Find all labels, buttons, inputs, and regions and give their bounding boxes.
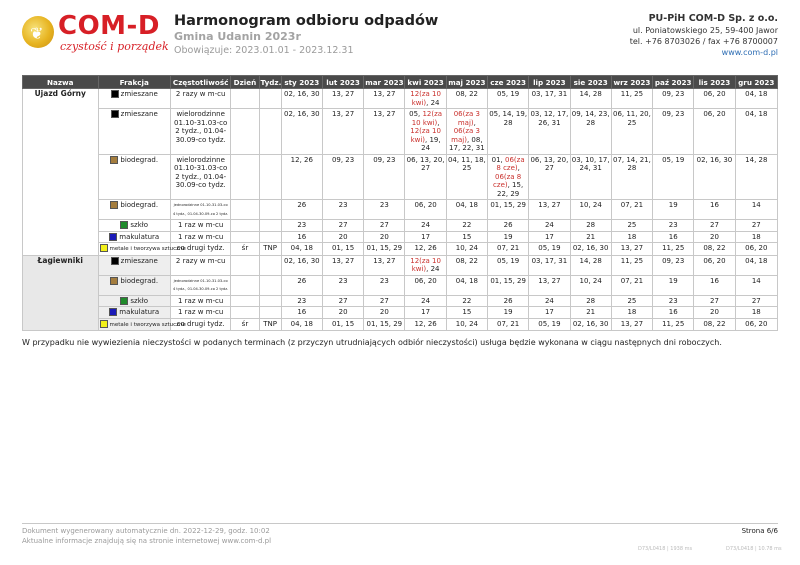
pickup-dates: 16: [653, 307, 694, 319]
pickup-dates: 04, 18: [446, 275, 487, 295]
collection-frequency: 1 raz w m-cu: [170, 307, 230, 319]
waste-fraction: [98, 307, 170, 319]
pickup-dates: 20: [694, 307, 735, 319]
pickup-dates: 17: [405, 231, 446, 243]
fraction-label: metale i tworzywa sztuczne: [109, 246, 186, 252]
locality-name: Łagiewniki: [23, 255, 99, 331]
waste-fraction: [98, 255, 170, 275]
collection-frequency: 2 razy w m-cu: [170, 255, 230, 275]
pickup-dates: 13, 27: [611, 243, 652, 256]
pickup-dates: 01, 06(za 8 cze), 06(za 8 cze), 15, 22, 29: [488, 154, 529, 200]
pickup-dates: 27: [364, 295, 405, 307]
pickup-dates: 03, 17, 31: [529, 89, 570, 109]
column-header: sie 2023: [570, 76, 611, 89]
page-subtitle: Gmina Udanin 2023r: [174, 30, 301, 43]
pickup-dates: 23: [322, 200, 363, 220]
generated-info: Dokument wygenerowany automatycznie dn. 2022-12-29, godz. 10:02: [22, 527, 270, 535]
pickup-dates: 17: [529, 231, 570, 243]
pickup-dates: 08, 22: [694, 318, 735, 331]
column-header: Częstotliwość: [170, 76, 230, 89]
pickup-dates: 18: [735, 231, 777, 243]
pickup-dates: 13, 27: [611, 318, 652, 331]
pickup-dates: 01, 15, 29: [488, 200, 529, 220]
collection-day: śr: [231, 318, 259, 331]
pickup-dates: 23: [322, 275, 363, 295]
pickup-dates: 09, 23: [653, 109, 694, 155]
pickup-dates: 06, 20: [694, 255, 735, 275]
fraction-label: szkło: [130, 221, 149, 229]
collection-week: [259, 109, 281, 155]
pickup-dates: 13, 27: [529, 275, 570, 295]
company-website-link[interactable]: www.com-d.pl: [721, 48, 778, 57]
column-header: Tydz.: [260, 77, 282, 87]
collection-week: [259, 89, 281, 109]
pickup-dates: 19: [488, 307, 529, 319]
collection-frequency: wielorodzinne 01.10-31.03-co 2 tydz., 01.04-30.09-co tydz.: [170, 109, 230, 155]
collection-frequency: 1 raz w m-cu: [170, 295, 230, 307]
pickup-dates: 08, 22: [694, 243, 735, 256]
fraction-color-swatch: [110, 201, 118, 209]
fraction-label: metale i tworzywa sztuczne: [109, 321, 186, 328]
pickup-dates: 12(za 10 kwi), 24: [405, 255, 446, 275]
waste-fraction: [98, 220, 170, 232]
pickup-dates: 04, 18: [446, 200, 487, 220]
pickup-dates: 24: [529, 220, 570, 232]
pickup-dates: 18: [611, 307, 652, 319]
pickup-dates: 16: [653, 231, 694, 243]
pickup-dates: 06(za 3 maj), 06(za 3 maj), 08, 17, 22, 31: [446, 109, 487, 155]
pickup-dates: 08, 22: [446, 255, 487, 275]
table-row: [23, 255, 778, 275]
collection-frequency: co drugi tydz.: [170, 318, 230, 331]
column-header: lut 2023: [322, 76, 363, 89]
fraction-label: zmieszane: [120, 256, 158, 265]
collection-day: [231, 154, 259, 200]
website-info: Aktualne informacje znajdują się na stronie internetowej www.com-d.pl: [22, 536, 272, 545]
pickup-dates: 19: [488, 231, 529, 243]
pickup-dates: 20: [364, 307, 405, 319]
pickup-dates: 25: [611, 220, 652, 232]
pickup-dates: 07, 21: [488, 243, 529, 256]
table-row: [23, 200, 778, 220]
waste-fraction: [98, 243, 186, 256]
table-row: [23, 318, 778, 331]
pickup-dates: 05, 19: [529, 243, 570, 256]
pickup-dates: 07, 14, 21, 28: [611, 154, 652, 200]
collection-week: [259, 307, 281, 319]
fraction-label: zmieszane: [120, 90, 158, 98]
pickup-dates: 16: [694, 275, 735, 295]
render-stamp: D73/L0418 | 1938 ms: [638, 546, 693, 552]
pickup-dates: 11, 25: [653, 318, 694, 331]
pickup-dates: 22: [446, 295, 487, 307]
pickup-dates: 13, 27: [364, 255, 405, 275]
pickup-dates: 04, 18: [735, 255, 777, 275]
pickup-dates: 09, 23: [364, 154, 405, 200]
company-logo: [22, 12, 172, 60]
collection-week: [259, 231, 281, 243]
pickup-dates: 05, 19: [529, 318, 570, 331]
waste-fraction: [98, 200, 170, 220]
pickup-dates: 17: [405, 307, 446, 319]
fraction-color-swatch: [100, 320, 108, 328]
pickup-dates: 06, 20: [405, 275, 446, 295]
collection-frequency: 1 raz w m-cu: [170, 220, 230, 232]
page-footer: [22, 523, 778, 546]
fraction-color-swatch: [110, 156, 118, 164]
pickup-dates: 15: [446, 231, 487, 243]
pickup-dates: 11, 25: [611, 255, 652, 275]
pickup-dates: 26: [488, 295, 529, 307]
pickup-dates: 13, 27: [322, 109, 363, 155]
pickup-dates: 19: [653, 200, 694, 220]
render-stamp: D73/L0418 | 10.78 ms: [726, 546, 782, 552]
fraction-label: zmieszane: [120, 110, 158, 118]
table-header-row: [23, 76, 778, 89]
pickup-dates: 13, 27: [529, 200, 570, 220]
collection-week: [259, 255, 281, 275]
logo-tagline: czystość i porządek: [60, 40, 169, 53]
pickup-dates: 21: [570, 307, 611, 319]
column-header: cze 2023: [488, 76, 529, 89]
fraction-color-swatch: [109, 233, 117, 241]
fraction-color-swatch: [120, 221, 128, 229]
pickup-dates: 14: [735, 200, 777, 220]
pickup-dates: 24: [405, 220, 446, 232]
table-row: [23, 275, 778, 295]
pickup-dates: 23: [281, 295, 322, 307]
pickup-dates: 23: [281, 220, 322, 232]
pickup-dates: 03, 10, 17, 24, 31: [570, 154, 611, 200]
pickup-dates: 04, 18: [281, 318, 322, 331]
pickup-dates: 15: [446, 307, 487, 319]
schedule-table: [22, 75, 778, 331]
pickup-dates: 16: [281, 307, 322, 319]
pickup-dates: 11, 25: [653, 243, 694, 256]
pickup-dates: 23: [653, 295, 694, 307]
pickup-dates: 16: [281, 231, 322, 243]
collection-day: [231, 109, 259, 155]
company-name: PU-PiH COM-D Sp. z o.o.: [648, 13, 778, 24]
collection-day: [231, 220, 259, 232]
pickup-dates: 16: [694, 200, 735, 220]
fraction-label: makulatura: [119, 232, 160, 241]
pickup-dates: 07, 21: [611, 200, 652, 220]
logo-emblem-icon: ❦: [22, 16, 54, 48]
pickup-dates: 06, 13, 20, 27: [529, 154, 570, 200]
pickup-dates: 01, 15: [322, 318, 363, 331]
pickup-dates: 09, 23: [653, 255, 694, 275]
pickup-dates: 27: [694, 220, 735, 232]
collection-frequency: wielorodzinne 01.10-31.03-co 2 tydz., 01.04-30.09-co tydz.: [170, 154, 230, 200]
pickup-dates: 04, 18: [735, 109, 777, 155]
pickup-dates: 21: [570, 231, 611, 243]
pickup-dates: 08, 22: [446, 89, 487, 109]
pickup-dates: 05, 12(za 10 kwi), 12(za 10 kwi), 19, 24: [405, 109, 446, 155]
page-number: Strona 6/6: [741, 527, 778, 535]
pickup-dates: 23: [364, 275, 405, 295]
logo-name: COM-D: [58, 11, 160, 41]
pickup-dates: 05, 19: [653, 154, 694, 200]
waste-fraction: [98, 89, 170, 109]
pickup-dates: 24: [405, 295, 446, 307]
table-row: [23, 154, 778, 200]
pickup-dates: 18: [735, 307, 777, 319]
waste-fraction: [98, 154, 170, 200]
table-row: [23, 231, 778, 243]
fraction-color-swatch: [110, 277, 118, 285]
column-header: maj 2023: [448, 77, 486, 87]
column-header: sty 2023: [281, 76, 322, 89]
pickup-dates: 02, 16, 30: [570, 318, 611, 331]
pickup-dates: 27: [322, 295, 363, 307]
pickup-dates: 13, 27: [322, 89, 363, 109]
pickup-dates: 05, 14, 19, 28: [488, 109, 529, 155]
pickup-dates: 02, 16, 30: [281, 109, 322, 155]
collection-frequency: 1 raz w m-cu: [170, 231, 230, 243]
collection-frequency: co drugi tydz.: [170, 243, 230, 256]
page-title: Harmonogram odbioru odpadów: [174, 13, 439, 29]
fraction-label: biodegrad.: [120, 276, 159, 285]
pickup-dates: 27: [735, 295, 777, 307]
table-row: [23, 295, 778, 307]
collection-week: [259, 200, 281, 220]
pickup-dates: 20: [694, 231, 735, 243]
pickup-dates: 23: [653, 220, 694, 232]
pickup-dates: 13, 27: [322, 255, 363, 275]
collection-day: [231, 295, 259, 307]
pickup-dates: 13, 27: [364, 109, 405, 155]
pickup-dates: 10, 24: [446, 318, 487, 331]
collection-week: [259, 275, 281, 295]
pickup-dates: 04, 18: [735, 89, 777, 109]
pickup-dates: 14, 28: [570, 89, 611, 109]
collection-frequency: 2 razy w m-cu: [170, 89, 230, 109]
column-header: wrz 2023: [611, 76, 652, 89]
pickup-dates: 20: [322, 307, 363, 319]
waste-fraction: [98, 109, 170, 155]
waste-fraction: [98, 231, 170, 243]
pickup-dates: 11, 25: [611, 89, 652, 109]
pickup-dates: 03, 17, 31: [529, 255, 570, 275]
pickup-dates: 07, 21: [611, 275, 652, 295]
pickup-dates: 06, 20: [694, 89, 735, 109]
pickup-dates: 20: [364, 231, 405, 243]
pickup-dates: 06, 20: [694, 109, 735, 155]
table-row: [23, 220, 778, 232]
pickup-dates: 03, 12, 17, 26, 31: [529, 109, 570, 155]
pickup-dates: 04, 18: [281, 243, 322, 256]
pickup-dates: 06, 11, 20, 25: [611, 109, 652, 155]
column-header: paź 2023: [653, 76, 694, 89]
pickup-dates: 17: [529, 307, 570, 319]
collection-day: śr: [231, 243, 259, 256]
column-header: kwi 2023: [405, 76, 446, 89]
column-header: gru 2023: [735, 76, 777, 89]
waste-fraction: [98, 275, 170, 295]
pickup-dates: 28: [570, 295, 611, 307]
pickup-dates: 26: [488, 220, 529, 232]
column-header: mar 2023: [365, 77, 404, 87]
pickup-dates: 02, 16, 30: [570, 243, 611, 256]
pickup-dates: 22: [446, 220, 487, 232]
company-address: ul. Poniatowskiego 25, 59-400 Jawor: [632, 26, 778, 35]
pickup-dates: 09, 23: [322, 154, 363, 200]
fraction-label: biodegrad.: [120, 155, 159, 164]
collection-week: [259, 295, 281, 307]
pickup-dates: 20: [322, 231, 363, 243]
page-header: [22, 12, 778, 60]
fraction-label: makulatura: [119, 308, 160, 316]
pickup-dates: 02, 16, 30: [694, 154, 735, 200]
column-header: Dzień: [231, 76, 259, 89]
collection-day: [231, 275, 259, 295]
fraction-label: biodegrad.: [120, 201, 159, 209]
validity-period: Obowiązuje: 2023.01.01 - 2023.12.31: [174, 45, 354, 56]
pickup-dates: 01, 15: [322, 243, 363, 256]
collection-day: [231, 307, 259, 319]
pickup-dates: 10, 24: [570, 275, 611, 295]
pickup-dates: 10, 24: [446, 243, 487, 256]
company-info: [630, 12, 778, 58]
pickup-dates: 01, 15, 29: [364, 243, 405, 256]
pickup-dates: 12, 26: [405, 318, 446, 331]
fraction-label: szkło: [130, 296, 149, 305]
pickup-dates: 07, 21: [488, 318, 529, 331]
fraction-color-swatch: [111, 257, 119, 265]
column-header: lip 2023: [529, 76, 570, 89]
pickup-dates: 06, 13, 20, 27: [405, 154, 446, 200]
waste-fraction: [98, 295, 170, 307]
title-block: [174, 12, 438, 57]
pickup-dates: 24: [529, 295, 570, 307]
column-header: Frakcja: [98, 76, 170, 89]
pickup-dates: 14, 28: [735, 154, 777, 200]
company-phone: tel. +76 8703026 / fax +76 8700007: [629, 37, 778, 46]
collection-week: [259, 220, 281, 232]
collection-frequency: jednorodzinne 01.10-31.03-co 4 tydz., 01.04-30.09-co 2 tydz.: [170, 200, 230, 220]
waste-fraction: [98, 318, 186, 331]
fraction-color-swatch: [100, 244, 108, 252]
pickup-dates: 06, 20: [735, 318, 777, 331]
pickup-dates: 12(za 10 kwi), 24: [405, 89, 446, 109]
pickup-dates: 19: [653, 275, 694, 295]
collection-day: [231, 200, 259, 220]
pickup-dates: 27: [735, 220, 777, 232]
pickup-dates: 02, 16, 30: [281, 89, 322, 109]
pickup-dates: 06, 20: [735, 243, 777, 256]
pickup-dates: 13, 27: [364, 89, 405, 109]
fraction-color-swatch: [109, 308, 117, 316]
collection-week: TNP: [259, 318, 281, 331]
collection-frequency: jednorodzinne 01.10-31.03-co 4 tydz., 01.04-30.09-co 2 tydz.: [170, 275, 230, 295]
pickup-dates: 12, 26: [405, 243, 446, 256]
table-row: [23, 109, 778, 155]
pickup-dates: 09, 23: [653, 89, 694, 109]
pickup-dates: 26: [281, 200, 322, 220]
pickup-dates: 25: [611, 295, 652, 307]
fraction-color-swatch: [120, 297, 128, 305]
pickup-dates: 28: [570, 220, 611, 232]
column-header: Nazwa: [23, 76, 99, 89]
pickup-dates: 04, 11, 18, 25: [446, 154, 487, 200]
pickup-dates: 27: [322, 220, 363, 232]
pickup-dates: 06, 20: [405, 200, 446, 220]
collection-week: [259, 154, 281, 200]
table-row: [23, 307, 778, 319]
fraction-color-swatch: [111, 90, 119, 98]
column-header: lis 2023: [694, 76, 735, 89]
pickup-dates: 26: [281, 275, 322, 295]
collection-note: W przypadku nie wywiezienia nieczystości w podanych terminach (z przyczyn utrudniających odbiór nieczystości) usługa będzie wykonana w ciągu następnych dni roboczych.: [22, 338, 722, 347]
fraction-color-swatch: [111, 110, 119, 118]
collection-day: [231, 231, 259, 243]
collection-day: [231, 255, 259, 275]
pickup-dates: 10, 24: [570, 200, 611, 220]
pickup-dates: 09, 14, 23, 28: [570, 109, 611, 155]
pickup-dates: 05, 19: [488, 255, 529, 275]
locality-name: Ujazd Górny: [23, 89, 99, 256]
pickup-dates: 23: [364, 200, 405, 220]
pickup-dates: 01, 15, 29: [488, 275, 529, 295]
collection-week: TNP: [259, 243, 281, 256]
pickup-dates: 12, 26: [281, 154, 322, 200]
pickup-dates: 01, 15, 29: [364, 318, 405, 331]
table-row: [23, 243, 778, 256]
pickup-dates: 14: [735, 275, 777, 295]
pickup-dates: 05, 19: [488, 89, 529, 109]
pickup-dates: 02, 16, 30: [281, 255, 322, 275]
pickup-dates: 27: [364, 220, 405, 232]
pickup-dates: 27: [694, 295, 735, 307]
pickup-dates: 14, 28: [570, 255, 611, 275]
collection-day: [231, 89, 259, 109]
pickup-dates: 18: [611, 231, 652, 243]
table-row: [23, 89, 778, 109]
